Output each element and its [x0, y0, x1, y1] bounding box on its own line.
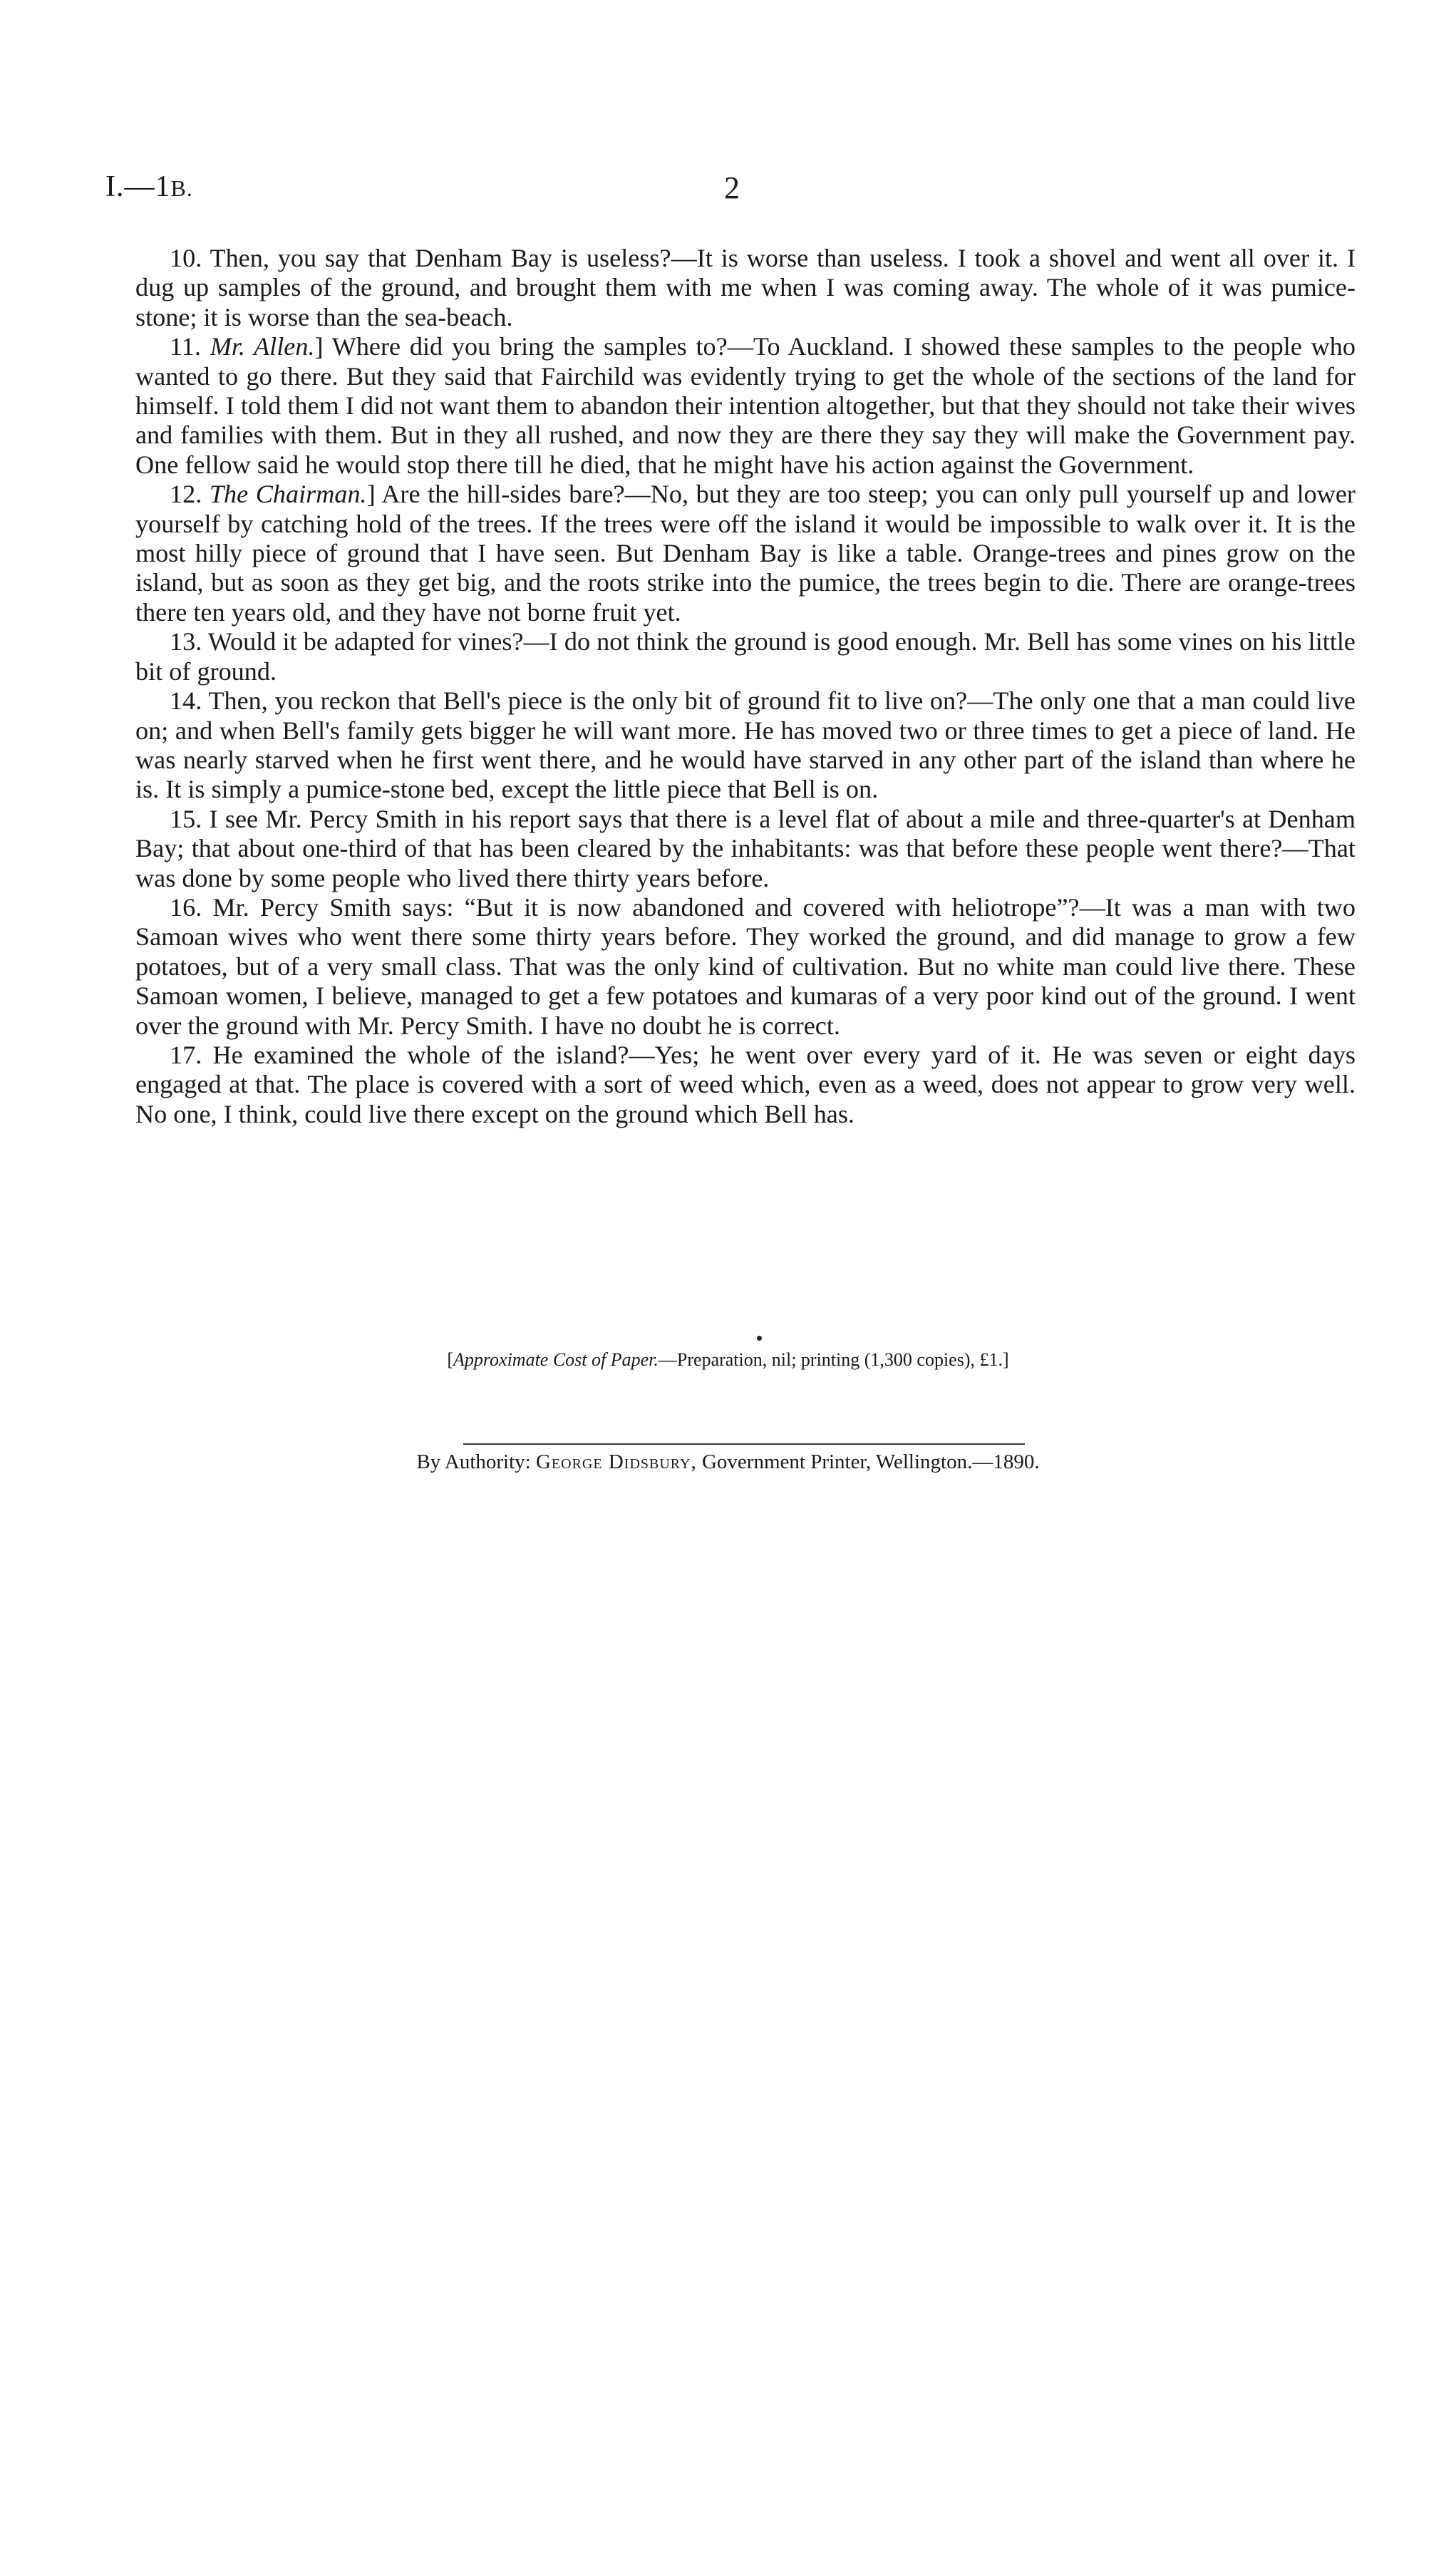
- paper-reference-suffix: B.: [170, 175, 193, 201]
- speaker-name: The Chairman.: [209, 480, 367, 509]
- question-number: 17.: [170, 1040, 202, 1069]
- question-paragraph-15: [135, 805, 1356, 893]
- question-text: Then, you say that Denham Bay is useless?—It is worse than useless. I took a shovel and went all over it. I dug up samples of the ground, and brought them with me when I was coming away. The whole of it was pumice-stone; it is worse than the sea-beach.: [135, 244, 1356, 331]
- question-number: 14.: [170, 686, 202, 716]
- question-text: Mr. Percy Smith says: “But it is now abandoned and covered with heliotrope”?—It was a man with two Samoan wives who went there some thirty years before. They worked the ground, and did manage to grow a few potatoes, but of a very small class. That was the only kind of cultivation. But no white man could live there. These Samoan women, I believe, managed to get a few potatoes and kumaras of a very poor kind out of the ground. I went over the ground with Mr. Percy Smith. I have no doubt he is correct.: [135, 892, 1356, 1040]
- printer-imprint: [0, 1450, 1456, 1474]
- cost-of-paper-note: [0, 1349, 1456, 1371]
- separator-dot: [757, 1336, 762, 1341]
- cost-note-label: Approximate Cost of Paper.: [453, 1349, 659, 1370]
- question-number: 11.: [170, 332, 201, 361]
- imprint-suffix: Government Printer, Wellington.—1890.: [701, 1450, 1040, 1473]
- page-header: [105, 170, 1353, 220]
- question-paragraph-12: 12. The Chairman.] Are the hill-sides bare?—No, but they are too steep; you can only pull yourself up and lower yourself by catching hold of the trees. If the trees were off the island it would be impossible to walk over it. It is the most hilly piece of ground that I have seen. But Denham Bay is like a table. Orange-trees and pines grow on the island, but as soon as they get big, and the roots strike into the pumice, the trees begin to die. There are orange-trees there ten years old, and they have not borne fruit yet.: [135, 480, 1356, 627]
- imprint-rule: [463, 1443, 1025, 1445]
- speaker-name: Mr. Allen.: [210, 332, 315, 361]
- question-number: 16.: [170, 892, 202, 922]
- question-text: Would it be adapted for vines?—I do not think the ground is good enough. Mr. Bell has some vines on his little bit of ground.: [135, 627, 1356, 686]
- page-number: 2: [724, 170, 740, 205]
- cost-note-bracket: [: [447, 1349, 453, 1370]
- printer-name: George Didsbury,: [535, 1450, 697, 1473]
- question-number: 12.: [170, 480, 202, 509]
- question-text: Where did you bring the samples to?—To Auckland. I showed these samples to the people who wanted to go there. But they said that Fairchild was evidently trying to get the whole of the sections of the land for himself. I told them I did not want them to abandon their intention altogether, but that they should not take their wives and families with them. But in they all rushed, and now they are there they say they will make the Government pay. One fellow said he would stop there till he died, that he might have his action against the Government.: [135, 332, 1356, 479]
- question-paragraph-10: [135, 244, 1356, 332]
- question-paragraph-11: 11. Mr. Allen.] Where did you bring the samples to?—To Auckland. I showed these samples to the people who wanted to go there. But they said that Fairchild was evidently trying to get the whole of the sections of the land for himself. I told them I did not want them to abandon their intention altogether, but that they should not take their wives and families with them. But in they all rushed, and now they are there they say they will make the Government pay. One fellow said he would stop there till he died, that he might have his action against the Government.: [135, 332, 1356, 479]
- minutes-of-evidence: [135, 244, 1356, 1129]
- question-number: 10.: [170, 244, 202, 272]
- paper-reference: [105, 170, 193, 204]
- question-number: 13.: [170, 627, 202, 656]
- cost-note-text: —Preparation, nil; printing (1,300 copies), £1.]: [658, 1349, 1009, 1370]
- paper-reference-prefix: I.—1: [105, 170, 171, 203]
- question-paragraph-16: [135, 893, 1356, 1041]
- question-text: He examined the whole of the island?—Yes; he went over every yard of it. He was seven or eight days engaged at that. The place is covered with a sort of weed which, even as a weed, does not appear to grow very well. No one, I think, could live there except on the ground which Bell has.: [135, 1040, 1356, 1128]
- question-paragraph-14: [135, 686, 1356, 805]
- question-text: I see Mr. Percy Smith in his report says that there is a level flat of about a mile and three-quarter's at Denham Bay; that about one-third of that has been cleared by the inhabitants: was that before these people went there?—That was done by some people who lived there thirty years before.: [135, 804, 1356, 892]
- question-number: 15.: [170, 804, 202, 833]
- question-text: Then, you reckon that Bell's piece is the only bit of ground fit to live on?—The only one that a man could live on; and when Bell's family gets bigger he will want more. He has moved two or three times to get a piece of land. He was nearly starved when he first went there, and he would have starved in any other part of the island than where he is. It is simply a pumice-stone bed, except the little piece that Bell is on.: [135, 686, 1356, 804]
- question-text: Are the hill-sides bare?—No, but they are too steep; you can only pull yourself up and lower yourself by catching hold of the trees. If the trees were off the island it would be impossible to walk over it. It is the most hilly piece of ground that I have seen. But Denham Bay is like a table. Orange-trees and pines grow on the island, but as soon as they get big, and the roots strike into the pumice, the trees begin to die. There are orange-trees there ten years old, and they have not borne fruit yet.: [135, 480, 1356, 627]
- question-paragraph-17: [135, 1041, 1356, 1129]
- imprint-prefix: By Authority:: [416, 1450, 531, 1473]
- question-paragraph-13: [135, 627, 1356, 686]
